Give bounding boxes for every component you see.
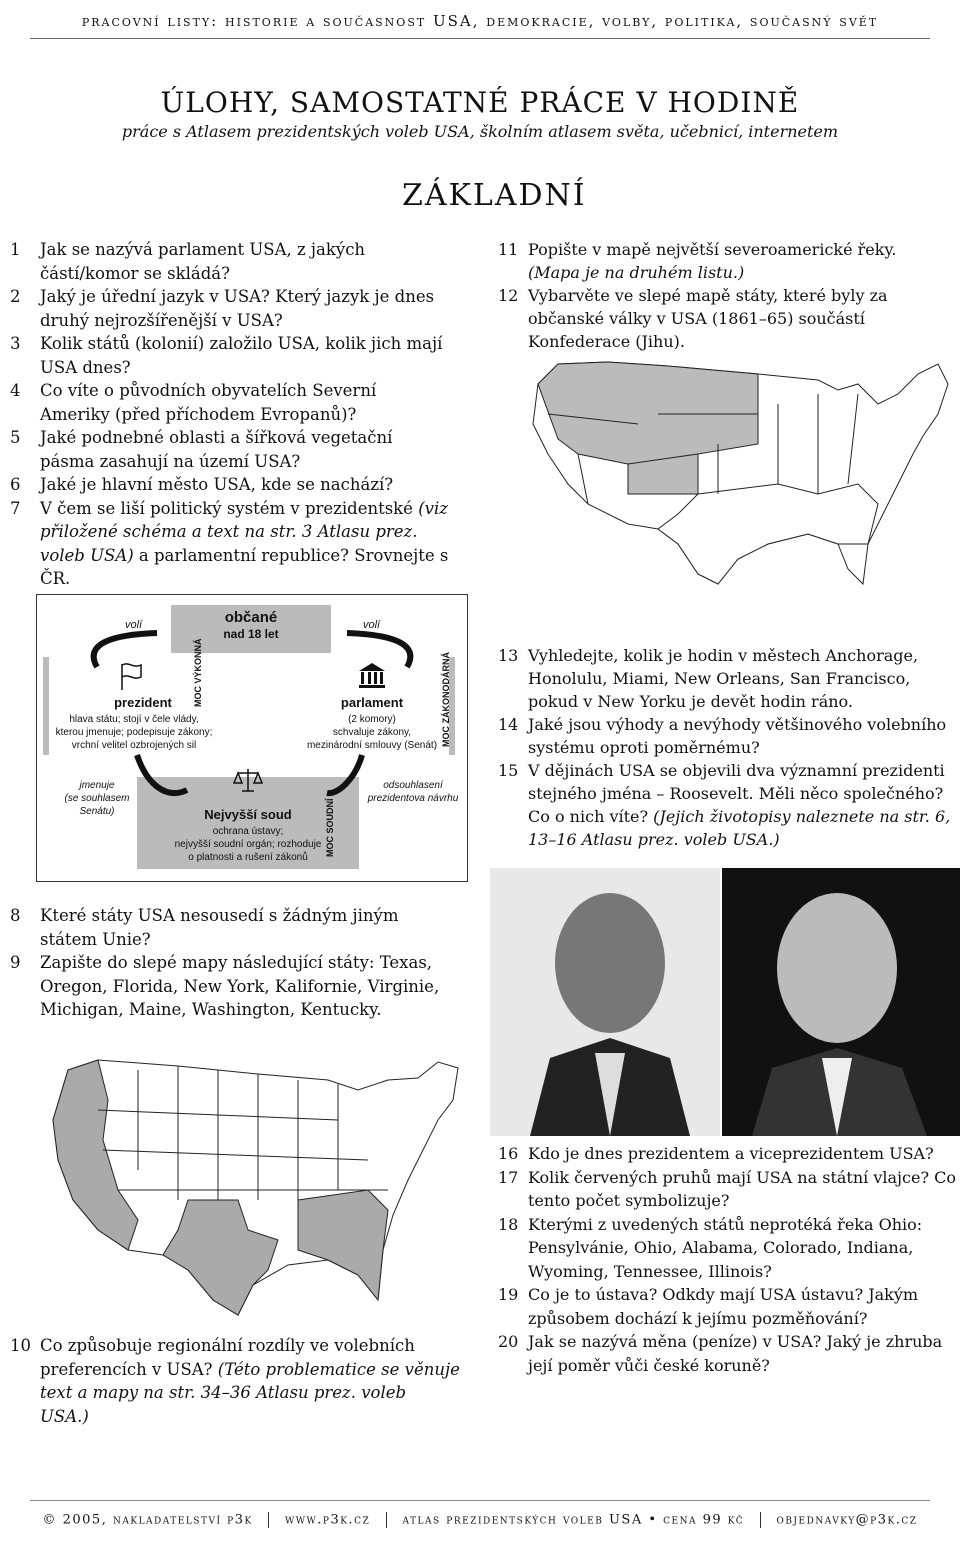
question-item xyxy=(10,904,450,951)
question-item xyxy=(10,238,450,285)
question-number: 5 xyxy=(10,428,21,447)
question-number: 10 xyxy=(10,1336,31,1355)
question-list-13-15 xyxy=(498,644,958,851)
scales-icon xyxy=(233,767,263,793)
question-text: Jak se nazývá parlament USA, z jakých částí/komor se skládá? xyxy=(40,240,366,283)
header-divider xyxy=(30,38,930,39)
court-desc-line: nejvyšší soudní orgán; rozhoduje xyxy=(174,839,322,850)
question-text: Které státy USA nesousedí s žádným jiným státem Unie? xyxy=(40,906,399,949)
portrait-photo-left xyxy=(490,868,720,1136)
question-text: Vyhledejte, kolik je hodin v městech Anchorage, Honolulu, Miami, New Orleans, San Francisco, pokud v New Yorku je devět hodin ráno. xyxy=(528,646,919,711)
question-text: Kterými z uvedených států neprotéká řeka Ohio: Pensylvánie, Ohio, Alabama, Colorado, Indiana, Wyoming, Tennessee, Illinois? xyxy=(528,1214,923,1281)
question-text: Vybarvěte ve slepé mapě státy, které byly za občanské války v USA (1861–65) součástí Konfederace (Jihu). xyxy=(528,286,888,351)
question-text: V dějinách USA se objevili dva významní prezidenti stejného jména – Roosevelt. Měli něco společného? Co o nich víte? xyxy=(528,761,945,826)
question-item xyxy=(10,497,450,591)
question-item xyxy=(498,1142,958,1166)
question-list-16-20 xyxy=(498,1142,958,1377)
question-list-11-12 xyxy=(498,238,954,353)
vote-left-label: volí xyxy=(125,619,143,631)
president-desc xyxy=(37,713,231,752)
question-item xyxy=(10,332,450,379)
president-desc-line: kterou jmenuje; podepisuje zákony; xyxy=(55,727,213,738)
question-number: 4 xyxy=(10,381,21,400)
footer-website[interactable]: www.p3k.cz xyxy=(285,1512,371,1528)
question-text: Jaké jsou výhody a nevýhody většinového volebního systému oproti poměrnému? xyxy=(528,715,947,757)
question-text: Jaké podnebné oblasti a šířková vegetační pásma zasahují na území USA? xyxy=(40,428,393,471)
legislative-label: MOC ZÁKONODÁRNÁ xyxy=(441,652,451,747)
parliament-desc-line: (2 komory) xyxy=(348,714,396,725)
question-number: 11 xyxy=(498,240,519,259)
president-desc-line: hlava státu; stojí v čele vlády, xyxy=(69,714,199,725)
footer xyxy=(0,1512,960,1528)
question-text: Kolik států (kolonií) založilo USA, kolik jich mají USA dnes? xyxy=(40,334,443,377)
portrait-photo-right xyxy=(722,868,960,1136)
footer-book-info: atlas prezidentských voleb USA • cena 99 kč xyxy=(402,1512,745,1528)
question-number: 9 xyxy=(10,953,21,972)
question-reference: (Mapa je na druhém listu.) xyxy=(528,263,745,282)
question-text: Jaké je hlavní město USA, kde se nachází? xyxy=(40,475,394,494)
question-number: 2 xyxy=(10,287,21,306)
question-item xyxy=(10,951,450,1022)
question-number: 1 xyxy=(10,240,21,259)
question-text: Kdo je dnes prezidentem a viceprezidentem USA? xyxy=(528,1144,934,1163)
question-text: Zapište do slepé mapy následující státy: Texas, Oregon, Florida, New York, Kalifornie, Virginie, Michigan, Maine, Washington, Kentucky. xyxy=(40,953,440,1019)
footer-separator xyxy=(760,1512,761,1528)
question-list-10 xyxy=(10,1334,460,1428)
running-header-text: pracovní listy: historie a současnost USA, demokracie, volby, politika, současný svět xyxy=(81,12,879,30)
question-number: 16 xyxy=(498,1144,519,1163)
parliament-desc-line: schvaluje zákony, xyxy=(332,727,412,738)
question-text-tail: a parlamentní republice? Srovnejte s ČR. xyxy=(40,545,449,588)
running-header xyxy=(0,0,960,40)
court-title: Nejvyšší soud xyxy=(204,807,292,822)
page-title: ÚLOHY, SAMOSTATNÉ PRÁCE V HODINĚ xyxy=(160,86,800,119)
president-desc-line: vrchní velitel ozbrojených sil xyxy=(71,740,197,751)
question-number: 18 xyxy=(498,1214,519,1234)
appoints-label xyxy=(47,779,147,818)
question-item xyxy=(498,238,954,284)
portrait-right-figure xyxy=(722,868,960,1136)
question-reference: (Jejich životopisy naleznete na str. 6, 13–16 Atlasu prez. voleb USA.) xyxy=(528,807,951,849)
parliament-building-icon xyxy=(357,661,387,689)
page-subtitle: práce s Atlasem prezidentských voleb USA, školním atlasem světa, učebnicí, internetem xyxy=(121,122,839,141)
question-item xyxy=(498,1283,958,1330)
citizens-title: občané xyxy=(224,609,278,626)
question-item xyxy=(498,1330,958,1377)
consents-label xyxy=(363,779,463,805)
parliament-desc xyxy=(297,713,447,752)
footer-separator xyxy=(268,1512,269,1528)
question-text: Kolik červených pruhů mají USA na státní vlajce? Co tento počet symbolizuje? xyxy=(528,1167,956,1210)
appoints-line: jmenuje xyxy=(79,780,115,791)
president-title: prezident xyxy=(114,695,172,710)
question-number: 7 xyxy=(10,498,21,518)
question-number: 15 xyxy=(498,761,519,780)
question-text: Co způsobuje regionální rozdíly ve volebních preferencích v USA? xyxy=(40,1336,415,1379)
question-number: 12 xyxy=(498,286,519,305)
footer-email[interactable]: objednavky@p3k.cz xyxy=(776,1512,918,1528)
us-blank-map-confederacy xyxy=(518,344,958,604)
parliament-desc-line: mezinárodní smlouvy (Senát) xyxy=(306,740,438,751)
question-item xyxy=(498,1213,958,1284)
question-list-8-9 xyxy=(10,904,450,1022)
flag-icon xyxy=(119,661,145,691)
question-item xyxy=(10,1334,460,1428)
court-desc-line: o platnosti a rušení zákonů xyxy=(188,852,308,863)
question-reference: (viz přiložené schéma a text na str. 3 Atlasu prez. voleb USA) xyxy=(40,498,448,565)
question-number: 13 xyxy=(498,646,519,665)
court-desc-line: ochrana ústavy; xyxy=(212,826,284,837)
question-number: 3 xyxy=(10,334,21,353)
question-reference: (Této problematice se věnuje text a mapy na str. 34–36 Atlasu prez. voleb USA.) xyxy=(40,1359,460,1426)
question-item xyxy=(10,379,450,426)
question-item xyxy=(498,1166,958,1213)
question-text: V čem se liší politický systém v prezidentské xyxy=(40,498,419,518)
question-text: Jaký je úřední jazyk v USA? Který jazyk je dnes druhý nejrozšířenější v USA? xyxy=(40,287,435,330)
question-item xyxy=(10,285,450,332)
question-text: Co je to ústava? Odkdy mají USA ústavu? Jakým způsobem dochází k jejímu pozměňování? xyxy=(528,1285,919,1328)
question-item xyxy=(10,426,450,473)
vote-right-label: volí xyxy=(363,619,381,631)
question-number: 6 xyxy=(10,475,21,494)
question-text: Co víte o původních obyvatelích Severní Ameriky (před příchodem Evropanů)? xyxy=(40,381,377,424)
question-text: Popište v mapě největší severoamerické řeky. xyxy=(528,240,897,259)
question-text: Jak se nazývá měna (peníze) v USA? Jaký je zhruba její poměr vůči české koruně? xyxy=(528,1332,943,1375)
portrait-left-figure xyxy=(490,868,720,1136)
question-number: 17 xyxy=(498,1167,519,1187)
citizens-sub: nad 18 let xyxy=(223,627,279,641)
question-number: 19 xyxy=(498,1285,519,1304)
question-list-1-7 xyxy=(10,238,450,591)
judicial-label: MOC SOUDNÍ xyxy=(325,798,335,857)
question-item xyxy=(498,713,958,759)
consents-line: odsouhlasení xyxy=(383,780,443,791)
question-number: 20 xyxy=(498,1332,519,1351)
appoints-line: (se souhlasem Senátu) xyxy=(64,793,130,817)
question-item xyxy=(498,759,958,851)
executive-label: MOC VÝKONNÁ xyxy=(193,638,203,707)
question-item xyxy=(10,473,450,497)
section-heading: ZÁKLADNÍ xyxy=(402,178,587,213)
question-number: 14 xyxy=(498,715,519,734)
parliament-title: parlament xyxy=(340,695,404,710)
question-item xyxy=(498,644,958,713)
question-item xyxy=(498,284,954,353)
footer-divider xyxy=(30,1500,930,1501)
map-southeast-shaded xyxy=(298,1190,388,1300)
political-system-diagram xyxy=(36,594,468,882)
consents-line: prezidentova návrhu xyxy=(367,793,459,804)
footer-separator xyxy=(386,1512,387,1528)
question-number: 8 xyxy=(10,906,21,925)
footer-copyright: © 2005, nakladatelství p3k xyxy=(42,1512,253,1528)
us-blank-map-states xyxy=(38,1050,468,1320)
